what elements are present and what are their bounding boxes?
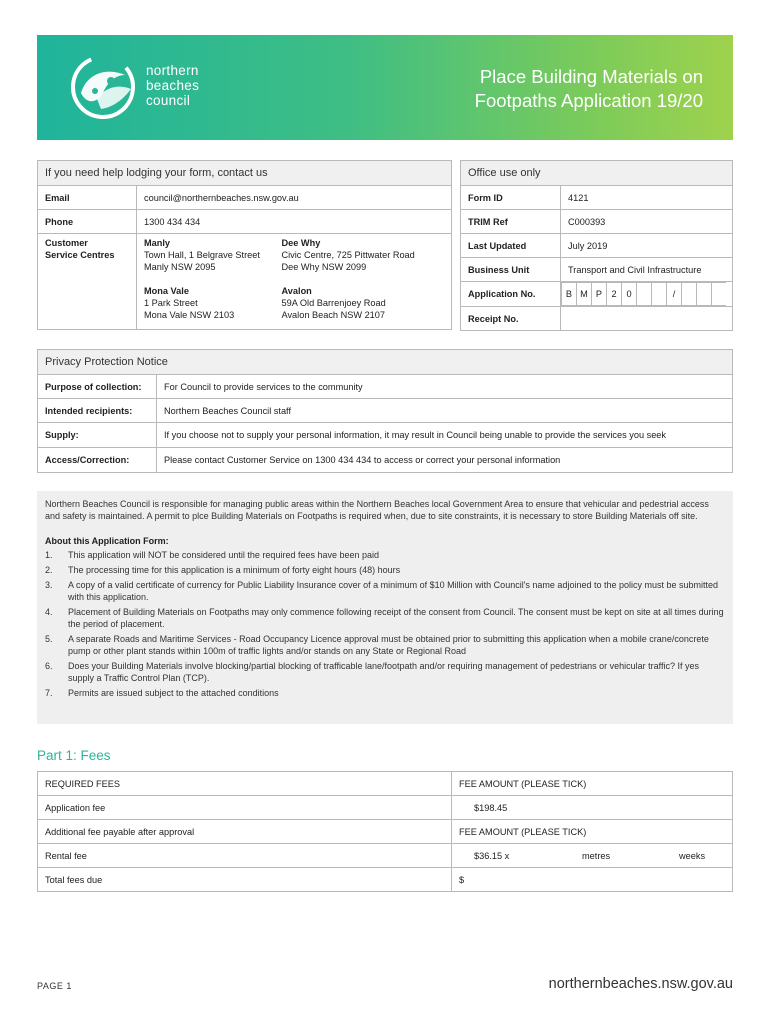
centre-address-line: 1 Park Street [144, 298, 198, 308]
list-item-number: 7. [45, 688, 53, 698]
total-fees-amount[interactable] [452, 868, 733, 892]
about-list [45, 549, 725, 699]
application-no-cell[interactable] [637, 283, 652, 306]
application-fee-amount[interactable] [452, 796, 733, 820]
office-heading: Office use only [461, 161, 733, 186]
wordmark-line-1: northern [146, 63, 199, 78]
list-item-number: 1. [45, 550, 53, 560]
required-fees-header: REQUIRED FEES [38, 772, 452, 796]
header-banner [37, 35, 733, 140]
council-wordmark [146, 63, 199, 108]
application-no-label: Application No. [461, 282, 561, 307]
rental-fee-metres: metres [582, 850, 611, 861]
list-item [45, 549, 725, 561]
application-no-cell[interactable]: / [667, 283, 682, 306]
business-unit-label: Business Unit [461, 258, 561, 282]
privacy-heading: Privacy Protection Notice [38, 350, 733, 375]
list-item-text: The processing time for this application is a minimum of forty eight hours (48) hours [68, 565, 401, 575]
part-1-title: Part 1: Fees [37, 748, 111, 763]
contact-table [37, 160, 452, 330]
additional-fee-amount-header: FEE AMOUNT (PLEASE TICK) [452, 820, 733, 844]
privacy-row-label: Purpose of collection: [38, 375, 157, 399]
centre-name: Avalon [281, 286, 312, 296]
list-item-text: Permits are issued subject to the attached conditions [68, 688, 279, 698]
rental-fee-weeks: weeks [679, 850, 706, 861]
list-item-text: This application will NOT be considered until the required fees have been paid [68, 550, 380, 560]
application-no-field[interactable] [561, 282, 733, 307]
privacy-row-value: For Council to provide services to the community [157, 375, 733, 399]
list-item-number: 4. [45, 607, 53, 617]
list-item-number: 5. [45, 634, 53, 644]
last-updated-label: Last Updated [461, 234, 561, 258]
list-item [45, 564, 725, 576]
last-updated-value: July 2019 [561, 234, 733, 258]
centre-name: Manly [144, 238, 171, 248]
list-item [45, 579, 725, 603]
form-title [475, 65, 703, 113]
list-item-number: 2. [45, 565, 53, 575]
centres-col-1 [137, 234, 278, 330]
phone-label: Phone [38, 210, 137, 234]
centre-manly [144, 237, 271, 273]
application-info-box [37, 491, 733, 724]
footer-url[interactable]: northernbeaches.nsw.gov.au [548, 976, 733, 992]
list-item-text: A copy of a valid certificate of currency for Public Liability Insurance cover of a minimum of $10 Million with Council's name adjoined to the policy must be submitted with this application. [68, 580, 719, 602]
privacy-row-value: If you choose not to supply your personal information, it may result in Council being unable to provide the services you seek [157, 423, 733, 448]
receipt-no-label: Receipt No. [461, 307, 561, 331]
form-id-value: 4121 [561, 186, 733, 210]
total-fees-symbol: $ [459, 874, 465, 885]
privacy-row-value: Please contact Customer Service on 1300 434 434 to access or correct your personal information [157, 448, 733, 473]
wordmark-line-3: council [146, 93, 191, 108]
form-id-label: Form ID [461, 186, 561, 210]
list-item [45, 633, 725, 657]
fee-amount-header: FEE AMOUNT (PLEASE TICK) [452, 772, 733, 796]
intro-paragraph: Northern Beaches Council is responsible for managing public areas within the Northern Beaches local Government Area to ensure that vehicular and pedestrial access and safety is maintained. A permit to plce Building Materials on Footpaths is required when, due to site constraints, it is necessary to store Building Materials off site. [45, 499, 709, 521]
rental-fee-label: Rental fee [38, 844, 452, 868]
email-value[interactable]: council@northernbeaches.nsw.gov.au [137, 186, 452, 210]
centre-address-line: Mona Vale NSW 2103 [144, 310, 235, 320]
rental-fee-amount[interactable] [452, 844, 733, 868]
centre-address-line: Town Hall, 1 Belgrave Street [144, 250, 260, 260]
privacy-row-label: Supply: [38, 423, 157, 448]
office-use-table [460, 160, 733, 331]
wordmark-line-2: beaches [146, 78, 200, 93]
additional-fee-label: Additional fee payable after approval [38, 820, 452, 844]
centre-address-line: Civic Centre, 725 Pittwater Road [281, 250, 415, 260]
contact-heading: If you need help lodging your form, contact us [38, 161, 452, 186]
list-item-number: 6. [45, 661, 53, 671]
list-item [45, 687, 725, 699]
privacy-table [37, 349, 733, 473]
list-item [45, 660, 725, 684]
list-item-text: A separate Roads and Maritime Services - Road Occupancy Licence approval must be obtained prior to submitting this application when a mobile crane/concrete pump or other plant stands within 100m of traffic lights and/or stands on any State or Regional Road [68, 634, 709, 656]
council-logo-icon [67, 53, 143, 121]
trim-ref-value: C000393 [561, 210, 733, 234]
centre-address-line: Manly NSW 2095 [144, 262, 216, 272]
application-no-cell[interactable]: B [562, 283, 577, 306]
privacy-row-label: Intended recipients: [38, 399, 157, 423]
trim-ref-label: TRIM Ref [461, 210, 561, 234]
centres-col-2 [278, 234, 452, 330]
email-label: Email [38, 186, 137, 210]
total-fees-label: Total fees due [38, 868, 452, 892]
centre-dee-why [282, 237, 445, 273]
rental-fee-rate: $36.15 x [474, 850, 510, 861]
centre-name: Dee Why [281, 238, 321, 248]
application-no-cell[interactable]: 0 [622, 283, 637, 306]
centre-address-line: 59A Old Barrenjoey Road [281, 298, 386, 308]
application-no-cell[interactable]: P [592, 283, 607, 306]
list-item-number: 3. [45, 580, 53, 590]
application-no-cell[interactable] [652, 283, 667, 306]
business-unit-value: Transport and Civil Infrastructure [561, 258, 733, 282]
phone-value[interactable]: 1300 434 434 [137, 210, 452, 234]
about-heading: About this Application Form: [45, 536, 169, 546]
application-no-cell[interactable] [712, 283, 727, 306]
receipt-no-field[interactable] [561, 307, 733, 331]
list-item-text: Placement of Building Materials on Footpaths may only commence following receipt of the consent from Council. The consent must be kept on site at all times during the period of placement. [68, 607, 724, 629]
application-no-cell[interactable] [697, 283, 712, 306]
form-title-line-2: Footpaths Application 19/20 [474, 90, 703, 111]
centre-address-line: Avalon Beach NSW 2107 [281, 310, 386, 320]
page-number: PAGE 1 [37, 981, 72, 991]
fees-table [37, 771, 733, 892]
application-no-cell[interactable] [682, 283, 697, 306]
centre-avalon [282, 285, 445, 321]
application-no-cells [561, 282, 726, 306]
centre-name: Mona Vale [144, 286, 189, 296]
service-centres-label-line-1: Customer [45, 238, 88, 248]
centre-mona-vale [144, 285, 271, 321]
service-centres-label [38, 234, 137, 330]
application-fee-label: Application fee [38, 796, 452, 820]
application-fee-value: $198.45 [474, 802, 508, 813]
list-item-text: Does your Building Materials involve blocking/partial blocking of trafficable lane/footpath and/or requiring management of pedestrians or vehicular traffic? If yes supply a Traffic Control Plan (TCP). [68, 661, 700, 683]
application-no-cell[interactable]: 2 [607, 283, 622, 306]
list-item [45, 606, 725, 630]
privacy-row-label: Access/Correction: [38, 448, 157, 473]
service-centres-label-line-2: Service Centres [45, 250, 115, 260]
form-title-line-1: Place Building Materials on [479, 66, 703, 87]
privacy-row-value: Northern Beaches Council staff [157, 399, 733, 423]
application-no-cell[interactable]: M [577, 283, 592, 306]
centre-address-line: Dee Why NSW 2099 [281, 262, 367, 272]
